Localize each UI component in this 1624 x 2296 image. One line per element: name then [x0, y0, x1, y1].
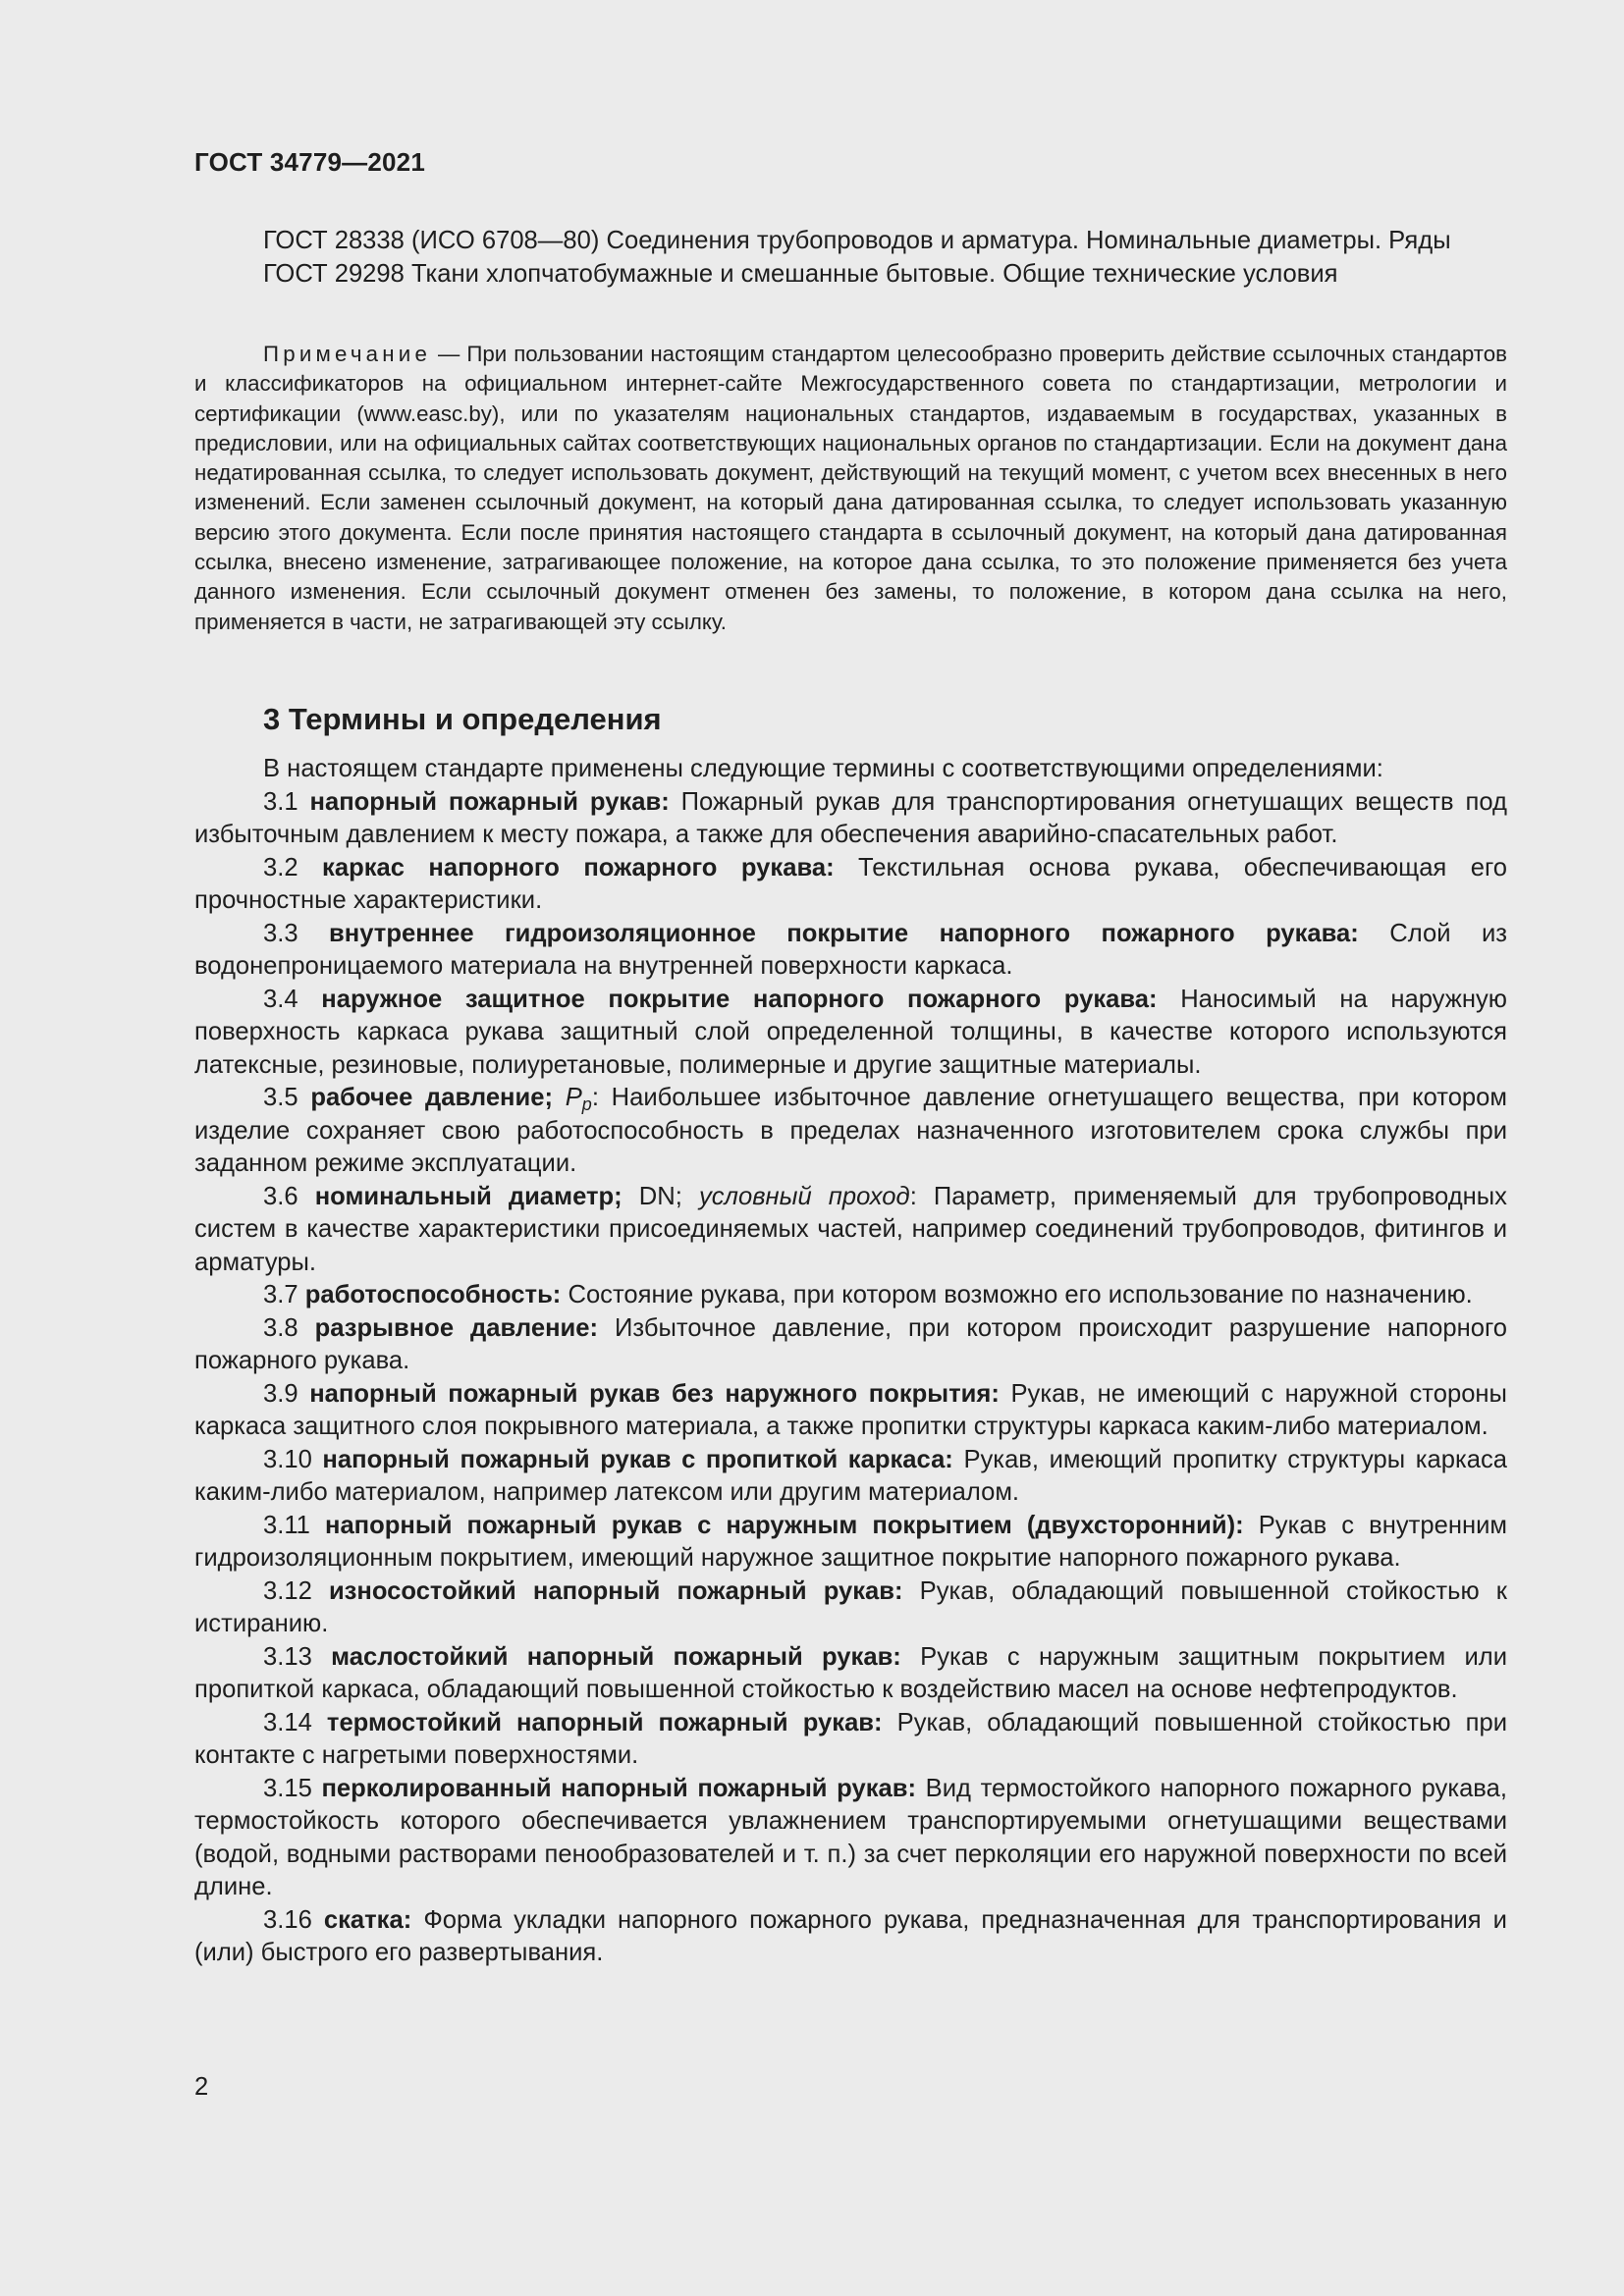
note-label: Примечание: [263, 342, 432, 366]
term-entry: [194, 1312, 1507, 1378]
term-name: наружное защитное покрытие напорного пожарного рукава:: [321, 985, 1158, 1013]
term-name: напорный пожарный рукав:: [309, 787, 670, 816]
term-number: 3.15: [263, 1774, 312, 1802]
term-entry: [194, 1773, 1507, 1904]
term-number: 3.7: [263, 1281, 298, 1308]
term-definition: Форма укладки напорного пожарного рукава, предназначенная для транспортирования и (или) быстрого его развертывания.: [194, 1905, 1507, 1966]
term-name: напорный пожарный рукав с наружным покрытием (двухсторонний):: [324, 1511, 1244, 1539]
term-entry: [194, 1082, 1507, 1181]
term-entry: [194, 1378, 1507, 1444]
term-number: 3.10: [263, 1445, 312, 1473]
term-definition: Состояние рукава, при котором возможно его использование по назначению.: [568, 1281, 1473, 1308]
term-entry: [194, 1904, 1507, 1970]
term-entry: [194, 1707, 1507, 1773]
term-symbol-subscript: р: [581, 1095, 592, 1114]
term-entry: [194, 1575, 1507, 1641]
term-definition: Пожарный рукав для транспортирования огнетушащих веществ под избыточным давлением к месту пожара, а также для обеспечения аварийно-спасательных работ.: [194, 787, 1507, 848]
term-number: 3.6: [263, 1182, 298, 1210]
term-synonym: условный проход: [698, 1182, 910, 1210]
term-entry: [194, 1510, 1507, 1575]
term-name: скатка:: [323, 1905, 412, 1934]
section-intro: В настоящем стандарте применены следующие термины с соответствующими определениями:: [263, 755, 1383, 782]
term-definition: : Наибольшее избыточное давление огнетушащего вещества, при котором изделие сохраняет свою работоспособность в пределах назначенного изготовителем срока службы при заданном режиме эксплуатации.: [194, 1084, 1507, 1177]
term-name: работоспособность:: [304, 1281, 562, 1308]
term-entry: [194, 1279, 1507, 1312]
term-name: напорный пожарный рукав без наружного покрытия:: [309, 1379, 1000, 1408]
term-number: 3.5: [263, 1084, 298, 1111]
term-definition: Рукав, обладающий повышенной стойкостью при контакте с нагретыми поверхностями.: [194, 1708, 1507, 1769]
page-number: 2: [194, 2073, 209, 2101]
term-number: 3.3: [263, 919, 298, 947]
term-number: 3.2: [263, 853, 298, 881]
term-number: 3.14: [263, 1708, 312, 1736]
term-abbreviation: DN;: [638, 1182, 682, 1210]
term-definition: Текстильная основа рукава, обеспечивающая его прочностные характеристики.: [194, 853, 1507, 914]
term-entry: [194, 1641, 1507, 1707]
term-name: маслостойкий напорный пожарный рукав:: [331, 1642, 901, 1671]
term-name: внутреннее гидроизоляционное покрытие напорного пожарного рукава:: [329, 919, 1359, 947]
term-entry: [194, 1444, 1507, 1510]
term-definition: Вид термостойкого напорного пожарного рукава, термостойкость которого обеспечивается увлажнением транспортируемыми огнетушащими веществами (водой, водными растворами пенообразователей и т. п.) за счет перколяции его наружной поверхности по всей длине.: [194, 1774, 1507, 1900]
document-header: ГОСТ 34779—2021: [194, 147, 425, 177]
references-list: [194, 224, 1507, 291]
term-entry: [194, 852, 1507, 918]
term-entry: [194, 918, 1507, 984]
term-definition: Рукав с внутренним гидроизоляционным покрытием, имеющий наружное защитное покрытие напорного пожарного рукава.: [194, 1511, 1507, 1572]
term-number: 3.9: [263, 1379, 298, 1408]
term-number: 3.12: [263, 1576, 312, 1605]
term-definition: Рукав, обладающий повышенной стойкостью к истиранию.: [194, 1576, 1507, 1637]
term-definition: : Параметр, применяемый для трубопроводных систем в качестве характеристики присоединяемых частей, например соединений трубопроводов, фитингов и арматуры.: [194, 1182, 1507, 1276]
term-number: 3.8: [263, 1313, 298, 1342]
term-number: 3.11: [263, 1511, 310, 1539]
section-title: 3 Термины и определения: [263, 702, 662, 736]
term-name: напорный пожарный рукав с пропиткой каркаса:: [322, 1445, 953, 1473]
term-definition: Рукав, не имеющий с наружной стороны каркаса защитного слоя покрывного материала, а также пропитки структуры каркаса каким-либо материалом.: [194, 1379, 1507, 1440]
term-number: 3.4: [263, 985, 298, 1013]
term-entry: [194, 1181, 1507, 1280]
term-definition: Наносимый на наружную поверхность каркаса рукава защитный слой определенной толщины, в качестве которого используются латексные, резиновые, полиуретановые, полимерные и другие защитные материалы.: [194, 985, 1507, 1079]
term-name: перколированный напорный пожарный рукав:: [321, 1774, 917, 1802]
reference-item: ГОСТ 29298 Ткани хлопчатобумажные и смешанные бытовые. Общие технические условия: [263, 260, 1338, 288]
term-symbol: P: [565, 1084, 582, 1111]
term-number: 3.13: [263, 1642, 312, 1671]
term-definition: Избыточное давление, при котором происходит разрушение напорного пожарного рукава.: [194, 1313, 1507, 1374]
note-text: При пользовании настоящим стандартом целесообразно проверить действие ссылочных стандартов и классификаторов на официальном интернет-сайте Межгосударственного совета по стандартизации, метрологии и сертификации (www.easc.by), или по указателям национальных стандартов, издаваемым в государствах, указанных в предисловии, или на официальных сайтах соответствующих национальных органов по стандартизации. Если на документ дана недатированная ссылка, то следует использовать документ, действующий на текущий момент, с учетом всех внесенных в него изменений. Если заменен ссылочный документ, на который дана датированная ссылка, то следует использовать указанную версию этого документа. Если после принятия настоящего стандарта в ссылочный документ, на который дана датированная ссылка, внесено изменение, затрагивающее положение, на которое дана ссылка, то это положение применяется без учета данного изменения. Если ссылочный документ отменен без замены, то положение, в котором дана ссылка на него, применяется в части, не затрагивающей эту ссылку.: [194, 342, 1508, 634]
term-name: рабочее давление;: [310, 1084, 553, 1111]
term-entry: [194, 786, 1507, 852]
term-name: номинальный диаметр;: [314, 1182, 623, 1210]
note-dash: —: [431, 342, 467, 366]
term-name: разрывное давление:: [314, 1313, 599, 1342]
reference-item: ГОСТ 28338 (ИСО 6708—80) Соединения трубопроводов и арматура. Номинальные диаметры. Ряды: [263, 227, 1451, 254]
terms-list: [194, 753, 1507, 1970]
term-name: термостойкий напорный пожарный рукав:: [326, 1708, 883, 1736]
term-number: 3.16: [263, 1905, 312, 1934]
term-name: каркас напорного пожарного рукава:: [322, 853, 835, 881]
note-paragraph: [194, 340, 1507, 637]
term-definition: Слой из водонепроницаемого материала на внутренней поверхности каркаса.: [194, 919, 1507, 980]
term-entry: [194, 984, 1507, 1083]
term-name: износостойкий напорный пожарный рукав:: [328, 1576, 903, 1605]
term-definition: Рукав с наружным защитным покрытием или пропиткой каркаса, обладающий повышенной стойкостью к воздействию масел на основе нефтепродуктов.: [194, 1642, 1507, 1703]
term-definition: Рукав, имеющий пропитку структуры каркаса каким-либо материалом, например латексом или другим материалом.: [194, 1445, 1507, 1506]
term-number: 3.1: [263, 787, 298, 816]
